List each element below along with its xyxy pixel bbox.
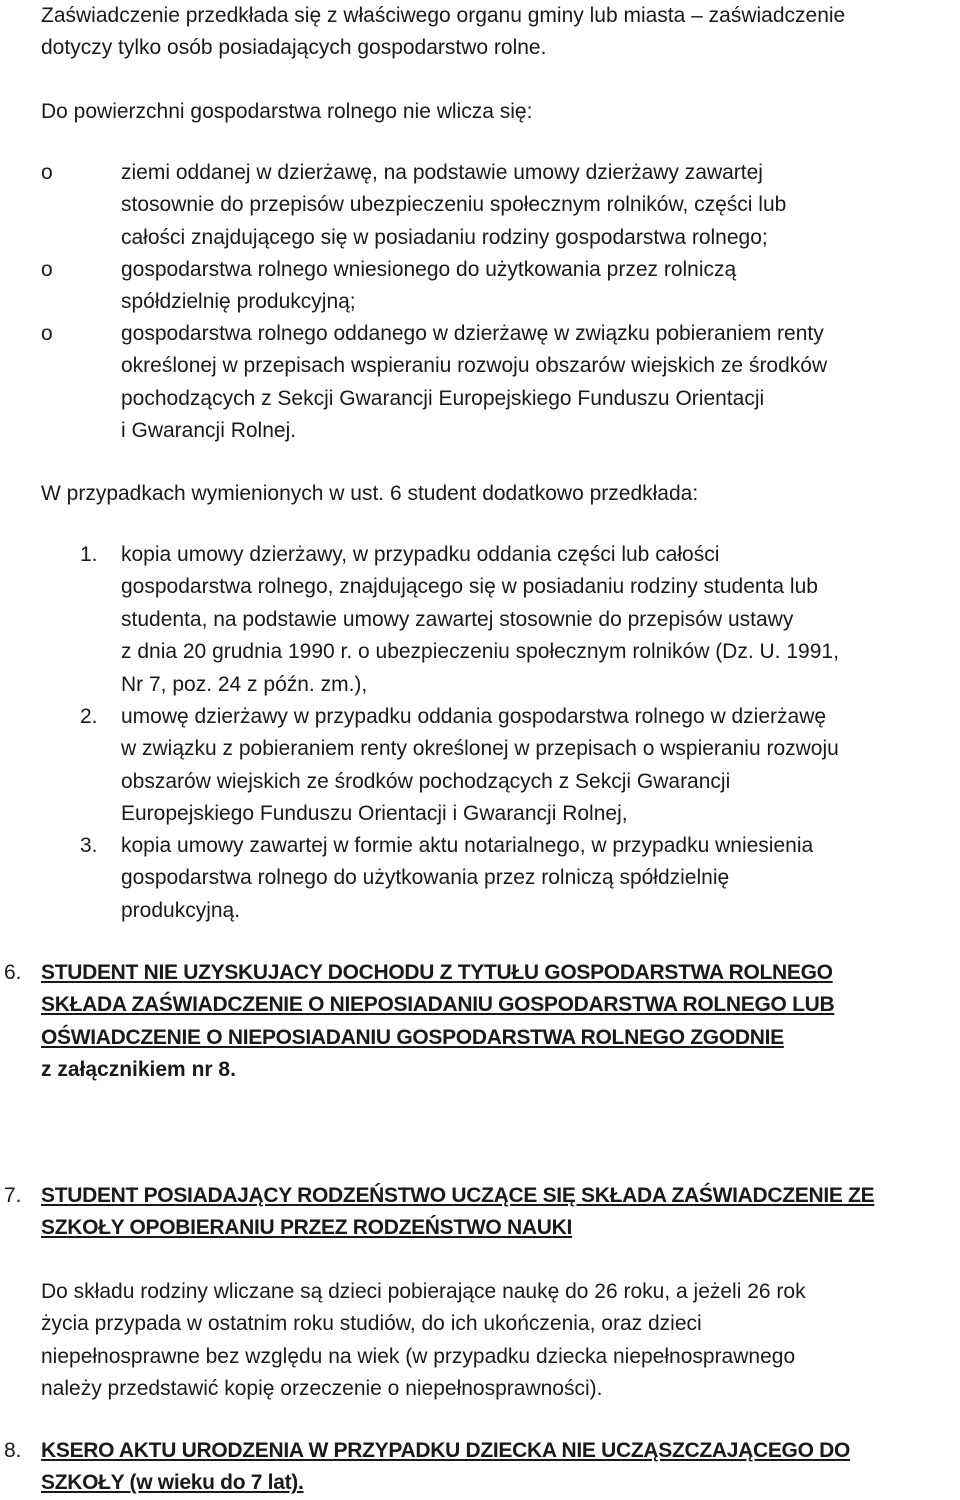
additional-line: z dnia 20 grudnia 1990 r. o ubezpieczeniu społecznym rolników (Dz. U. 1991, [121, 640, 839, 664]
exclusion-line: spółdzielnię produkcyjną; [121, 290, 356, 314]
section-heading-line: STUDENT NIE UZYSKUJACY DOCHODU Z TYTUŁU GOSPODARSTWA ROLNEGO [41, 961, 833, 984]
section-heading-line: KSERO AKTU URODZENIA W PRZYPADKU DZIECKA NIE UCZĄSZCZAJĄCEGO DO [41, 1439, 851, 1462]
body-line: życia przypada w ostatnim roku studiów, do ich ukończenia, oraz dzieci [41, 1312, 702, 1336]
bullet-marker: o [41, 322, 53, 345]
body-line: należy przedstawić kopię orzeczenie o niepełnosprawności). [41, 1377, 603, 1401]
list-number: 1. [80, 543, 98, 566]
exclusion-item [121, 157, 786, 254]
additional-item [121, 539, 839, 701]
section-8-heading [41, 1435, 850, 1500]
exclusions-heading-text: Do powierzchni gospodarstwa rolnego nie wlicza się: [41, 100, 533, 123]
body-line: Do składu rodziny wliczane są dzieci pobierające naukę do 26 roku, a jeżeli 26 rok [41, 1280, 806, 1303]
exclusion-line: ziemi oddanej w dzierżawę, na podstawie umowy dzierżawy zawartej [121, 161, 763, 184]
section-heading-line: SKŁADA ZAŚWIADCZENIE O NIEPOSIADANIU GOSPODARSTWA ROLNEGO LUB [41, 993, 835, 1017]
section-heading-line: SZKOŁY (w wieku do 7 lat). [41, 1471, 304, 1495]
bullet-marker: o [41, 258, 53, 281]
list-number: 2. [80, 705, 98, 728]
exclusion-line: gospodarstwa rolnego wniesionego do użytkowania przez rolniczą [121, 258, 737, 281]
additional-item [121, 701, 839, 831]
additional-line: gospodarstwa rolnego do użytkowania przez rolniczą spółdzielnię [121, 866, 730, 890]
bullet-marker: o [41, 161, 53, 184]
section-number: 8. [4, 1439, 22, 1462]
exclusion-item [121, 318, 827, 448]
additional-line: w związku z pobieraniem renty określonej w przepisach o wspieraniu rozwoju [121, 737, 839, 761]
additional-heading [41, 478, 698, 510]
additional-line: Europejskiego Funduszu Orientacji i Gwarancji Rolnej, [121, 802, 628, 826]
additional-line: gospodarstwa rolnego, znajdującego się w posiadaniu rodziny studenta lub [121, 575, 818, 599]
additional-line: kopia umowy zawartej w formie aktu notarialnego, w przypadku wniesienia [121, 834, 814, 857]
additional-line: kopia umowy dzierżawy, w przypadku oddania części lub całości [121, 543, 720, 566]
intro-line: dotyczy tylko osób posiadających gospodarstwo rolne. [41, 36, 547, 60]
exclusion-line: i Gwarancji Rolnej. [121, 419, 297, 443]
exclusion-line: gospodarstwa rolnego oddanego w dzierżawę w związku pobieraniem renty [121, 322, 824, 345]
section-heading-line: STUDENT POSIADAJĄCY RODZEŃSTWO UCZĄCE SIĘ SKŁADA ZAŚWIADCZENIE ZE [41, 1184, 875, 1207]
section-heading-line: z załącznikiem nr 8. [41, 1058, 236, 1082]
exclusions-heading [41, 96, 532, 128]
section-heading-line: OŚWIADCZENIE O NIEPOSIADANIU GOSPODARSTWA ROLNEGO ZGODNIE [41, 1025, 784, 1049]
exclusion-line: całości znajdującego się w posiadaniu rodziny gospodarstwa rolnego; [121, 225, 768, 249]
additional-line: obszarów wiejskich ze środków pochodzących z Sekcji Gwarancji [121, 769, 731, 793]
section-heading-line: SZKOŁY OPOBIERANIU PRZEZ RODZEŃSTWO NAUKI [41, 1216, 572, 1240]
additional-line: produkcyjną. [121, 898, 241, 922]
section-number: 6. [4, 961, 22, 984]
intro-paragraph [41, 0, 845, 65]
additional-line: Nr 7, poz. 24 z późn. zm.), [121, 672, 368, 696]
exclusion-item [121, 254, 736, 319]
section-7-heading [41, 1180, 874, 1245]
list-number: 3. [80, 834, 98, 857]
exclusion-line: stosownie do przepisów ubezpieczeniu społecznym rolników, części lub [121, 193, 787, 217]
exclusion-line: określonej w przepisach wspieraniu rozwoju obszarów wiejskich ze środków [121, 354, 828, 378]
section-number: 7. [4, 1184, 22, 1207]
exclusion-line: pochodzących z Sekcji Gwarancji Europejskiego Funduszu Orientacji [121, 386, 765, 410]
additional-line: studenta, na podstawie umowy zawartej stosownie do przepisów ustawy [121, 607, 794, 631]
additional-line: umowę dzierżawy w przypadku oddania gospodarstwa rolnego w dzierżawę [121, 705, 827, 728]
section-7-body [41, 1276, 806, 1406]
additional-item [121, 830, 813, 927]
body-line: niepełnosprawne bez względu na wiek (w przypadku dziecka niepełnosprawnego [41, 1344, 796, 1368]
section-6-heading [41, 957, 834, 1087]
additional-heading-text: W przypadkach wymienionych w ust. 6 student dodatkowo przedkłada: [41, 482, 699, 505]
intro-line: Zaświadczenie przedkłada się z właściwego organu gminy lub miasta – zaświadczenie [41, 4, 846, 27]
